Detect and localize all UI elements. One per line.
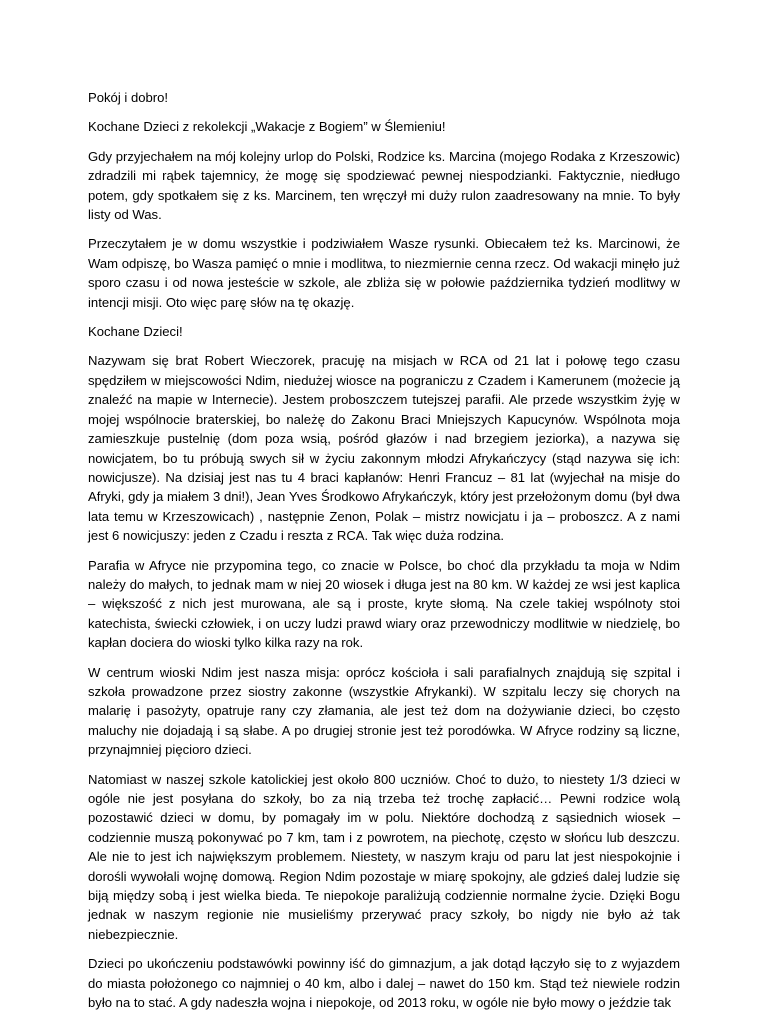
paragraph-gymnasium: Dzieci po ukończeniu podstawówki powinny iść do gimnazjum, a jak dotąd łączyło się to z wyjazdem do miasta położonego co najmniej o 40 km, albo i dalej – nawet do 150 km. Stąd też niewiele rodzin było na to stać. A gdy nadeszła wojna i niepokoje, od 2013 roku, w ogóle nie było mowy o jeździe tak	[88, 956, 680, 1011]
greeting: Pokój i dobro!	[88, 90, 169, 105]
paragraph-reading-drawings: Przeczytałem je w domu wszystkie i podziwiałem Wasze rysunki. Obiecałem też ks. Marcinowi, że Wam odpiszę, bo Wasza pamięć o mnie i modlitwa, to niezmiernie cenna rzecz. Od wakacji minęło już sporo czasu i od nowa jesteście w szkole, ale zbliża się w połowie października tydzień modlitwy w intencji misji. Oto więc parę słów na tę okazję.	[88, 236, 680, 310]
paragraph-mission-center: W centrum wioski Ndim jest nasza misja: oprócz kościoła i sali parafialnych znajdują się szpital i szkoła prowadzone przez siostry zakonne (wszystkie Afrykanki). W szpitalu leczy się chorych na malarię i pasożyty, opatruje rany czy złamania, ale jest też dom na dożywianie dzieci, bo często maluchy nie dojadają i są słabe. A po drugiej stronie jest też porodówka. W Afryce rodziny są liczne, przynajmniej pięcioro dzieci.	[88, 664, 680, 758]
paragraph-rolled-letters: Gdy przyjechałem na mój kolejny urlop do Polski, Rodzice ks. Marcina (mojego Rodaka z Krzeszowic) zdradzili mi rąbek tajemnicy, że mogę się spodziewać pewnej niespodzianki. Faktycznie, niedługo potem, gdy spotkałem się z ks. Marcinem, ten wręczył mi duży rulon zaadresowany na mnie. To były listy od Was.	[88, 148, 680, 223]
salutation-dear-children: Kochane Dzieci!	[88, 324, 183, 340]
letter-page	[88, 88, 680, 1022]
paragraph-school: Natomiast w naszej szkole katolickiej jest około 800 uczniów. Choć to dużo, to niestety 1/3 dzieci w ogóle nie jest posyłana do szkoły, bo za nią trzeba też trochę zapłacić… Pewni rodzice wolą pozostawić dzieci w domu, by pomagały im w polu. Niektóre dochodzą z sąsiednich wiosek – codziennie muszą pokonywać po 7 km, tam i z powrotem, na piechotę, często w słońcu lub deszczu. Ale nie to jest ich największym problemem. Niestety, w naszym kraju od paru lat jest niespokojnie i dorośli wywołali wojnę domową. Region Ndim pozostaje w miarę spokojny, ale gdzieś dalej ludzie się biją między sobą i jest wielka bieda. Te niepokoje paraliżują codziennie normalne życie. Dzięki Bogu jednak w naszym regionie nie musieliśmy przerywać pracy szkoły, bo nigdy nie było aż tak niebezpiecznie.	[88, 771, 680, 942]
paragraph-introduction: Nazywam się brat Robert Wieczorek, pracuję na misjach w RCA od 21 lat i połowę tego czasu spędziłem w miejscowości Ndim, niedużej wiosce na pograniczu z Czadem i Kamerunem (możecie ją znaleźć na mapie w Internecie). Jestem proboszczem tutejszej parafii. Ale przede wszystkim żyję w mojej wspólnocie braterskiej, bo należę do Zakonu Braci Mniejszych Kapucynów. Wspólnota moja zamieszkuje pustelnię (dom poza wsią, pośród głazów i nad brzegiem jeziorka), a nazywa się nowicjatem, bo tu próbują swych sił w życiu zakonnym młodzi Afrykańczycy (stąd nazywa się ich: nowicjusze). Na dzisiaj jest nas tu 4 braci kapłanów: Henri Francuz – 81 lat (wyjechał na misje do Afryki, gdy ja miałem 3 dni!), Jean Yves Środkowo Afrykańczyk, który jest przełożonym domu (był dwa lata temu w Krzeszowicach) , następnie Zenon, Polak – mistrz nowicjatu i ja – proboszcz. A z nami jest 6 nowicjuszy: jeden z Czadu i reszta z RCA. Tak więc duża rodzina.	[88, 353, 680, 544]
paragraph-parish: Parafia w Afryce nie przypomina tego, co znacie w Polsce, bo choć dla przykładu ta moja w Ndim należy do małych, to jednak mam w niej 20 wiosek i długa jest na 80 km. W każdej ze wsi jest kaplica – większość z nich jest murowana, ale są i proste, kryte słomą. Na czele takiej wspólnoty stoi katechista, świecki człowiek, i on uczy ludzi prawd wiary oraz przewodniczy modlitwie w niedzielę, bo kapłan dociera do wioski tylko kilka razy na rok.	[88, 557, 680, 651]
salutation-children-retreat: Kochane Dzieci z rekolekcji „Wakacje z Bogiem” w Ślemieniu!	[88, 119, 446, 135]
